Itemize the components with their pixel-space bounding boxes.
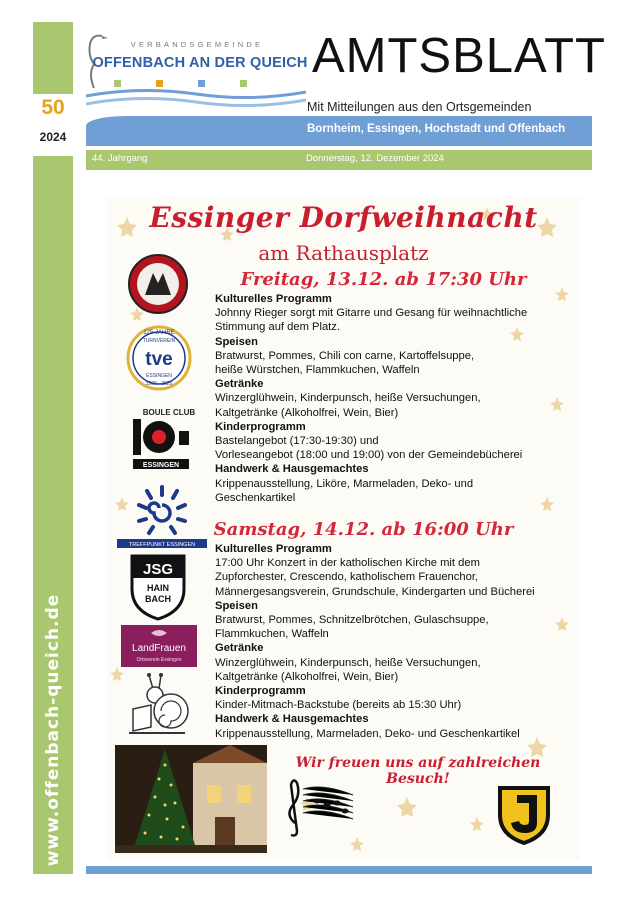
landfrauen-sub-text: Ortsverein Essingen: [136, 657, 182, 663]
event-place: am Rathausplatz: [258, 241, 429, 265]
section-line: Kaltgetränke (Alkoholfrei, Wein, Bier): [215, 670, 399, 683]
section-heading: Getränke: [215, 642, 264, 655]
snail-reading-icon: [121, 671, 193, 741]
masthead-title: AMTSBLATT: [312, 29, 606, 83]
tt-name-text: TREFFPUNKT ESSINGEN: [128, 542, 196, 548]
section-line: 17:00 Uhr Konzert in der katholischen Kirche mit dem: [215, 557, 480, 570]
section-line: Stimmung auf dem Platz.: [215, 321, 340, 334]
jsg-bot-text: BACH: [145, 594, 171, 604]
section-heading: Kulturelles Programm: [215, 293, 332, 305]
sun-logo-icon: [117, 481, 207, 549]
jsg-hainbach-logo-icon: [129, 553, 187, 621]
section-line: Männergesangsverein, Grundschule, Kindergarten und Bücherei: [215, 585, 535, 598]
tve-years-text: 1900 - 2025: [145, 381, 173, 387]
issue-date: Donnerstag, 12. Dezember 2024: [306, 153, 444, 164]
section-heading: Handwerk & Hausgemachtes: [215, 713, 369, 726]
tve-name-text: tve: [145, 349, 173, 370]
music-notes-icon: [283, 775, 355, 837]
side-url-text: www.offenbach-queich.de: [43, 593, 63, 867]
day2-heading: Samstag, 14.12. ab 16:00 Uhr: [213, 519, 514, 540]
section-heading: Kinderprogramm: [215, 685, 306, 698]
tree-photo-image: [115, 745, 267, 853]
day1-program: [215, 292, 575, 505]
section-heading: Speisen: [215, 599, 258, 612]
section-line: Geschenkartikel: [215, 491, 296, 504]
section-heading: Kinderprogramm: [215, 420, 306, 433]
section-heading: Handwerk & Hausgemachtes: [215, 463, 369, 476]
fire-brigade-logo-icon: [127, 253, 189, 315]
issue-number: 50: [41, 96, 65, 119]
brand-top: VERBANDSGEMEINDE: [130, 40, 264, 49]
boule-place-text: ESSINGEN: [142, 462, 180, 469]
section-line: Kinder-Mitmach-Backstube (bereits ab 15:30 Uhr): [215, 699, 462, 712]
section-line: Winzerglühwein, Kinderpunsch, heiße Versuchungen,: [215, 656, 481, 669]
wave-graphic: [86, 72, 306, 116]
event-poster: [107, 197, 580, 860]
section-heading: Kulturelles Programm: [215, 543, 332, 555]
section-line: Bastelangebot (17:30-19:30) und: [215, 435, 379, 448]
jsg-mid-text: HAIN: [147, 583, 169, 593]
landfrauen-logo-icon: [121, 625, 197, 667]
boule-name-text: BOULE CLUB: [142, 408, 195, 417]
section-line: Zupforchester, Crescendo, katholischem Frauenchor,: [215, 571, 479, 584]
jsg-top-text: JSG: [142, 561, 174, 578]
boule-club-logo-icon: [129, 401, 195, 473]
day1-heading: Freitag, 13.12. ab 17:30 Uhr: [240, 269, 527, 290]
section-heading: Speisen: [215, 335, 258, 348]
municipalities: Bornheim, Essingen, Hochstadt und Offenbach: [307, 123, 566, 135]
volume: 44. Jahrgang: [92, 153, 148, 164]
brand-name: OFFENBACH AN DER QUEICH: [92, 55, 308, 71]
masthead-subtitle: Mit Mitteilungen aus den Ortsgemeinden: [307, 100, 532, 114]
tve-logo-icon: [125, 323, 193, 393]
section-line: Bratwurst, Pommes, Schnitzelbrötchen, Gulaschsuppe,: [215, 614, 489, 627]
bottom-band: [86, 866, 592, 874]
christmas-tree-photo: [115, 745, 267, 853]
landfrauen-text: LandFrauen: [132, 643, 186, 654]
section-line: Winzerglühwein, Kinderpunsch, heiße Versuchungen,: [215, 392, 481, 405]
tve-top-text: 125 JAHRE: [143, 330, 175, 336]
section-line: Kaltgetränke (Alkoholfrei, Wein, Bier): [215, 406, 399, 419]
section-line: Johnny Rieger sorgt mit Gitarre und Gesang für weihnachtliche: [215, 307, 528, 320]
section-line: heiße Würstchen, Flammkuchen, Waffeln: [215, 364, 420, 377]
side-url[interactable]: [33, 585, 73, 875]
event-title: Essinger Dorfweihnacht: [149, 201, 538, 234]
section-line: Krippenausstellung, Marmeladen, Deko- und Geschenkartikel: [215, 727, 520, 740]
closing-message: Wir freuen uns auf zahlreichen Besuch!: [295, 755, 541, 787]
essingen-coat-of-arms-icon: [497, 785, 551, 845]
section-heading: Getränke: [215, 378, 264, 391]
section-line: Flammkuchen, Waffeln: [215, 628, 329, 641]
day2-program: [215, 542, 575, 741]
tve-arc-text: TURNVEREIN: [142, 338, 176, 344]
section-line: Krippenausstellung, Liköre, Marmeladen, Deko- und: [215, 477, 474, 490]
issue-year: 2024: [39, 130, 67, 144]
tve-place-text: ESSINGEN: [146, 373, 172, 379]
section-line: Bratwurst, Pommes, Chili con carne, Kartoffelsuppe,: [215, 349, 475, 362]
section-line: Vorleseangebot (18:00 und 19:00) von der Gemeindebücherei: [215, 449, 523, 462]
